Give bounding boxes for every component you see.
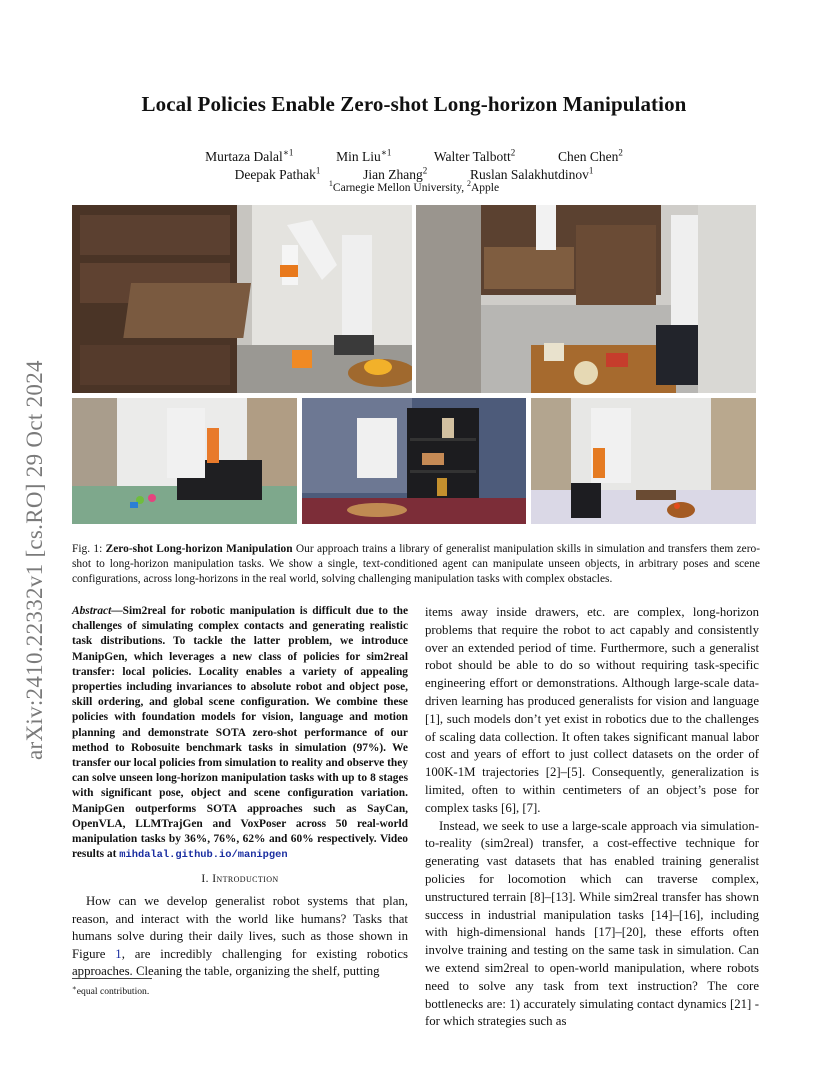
author: Jian Zhang$^2$ <box>363 165 428 182</box>
author: Deepak Pathak$^1$ <box>234 165 321 182</box>
author: Murtaza Dalal$^{∗1}$ <box>205 147 294 164</box>
abstract: Abstract—Sim2real for robotic manipulation is difficult due to the challenges of simulating complex contacts and generating realistic task distributions. To tackle the latter problem, we introduce ManipGen, which leverages a new class of policies for sim2real transfer: local policies. Locality enables a variety of appealing properties including invariances to absolute robot and object pose, skill ordering, and global scene configuration. We combine these policies with foundation models for vision, language and motion planning and demonstrate SOTA zero-shot performance of our method to Robosuite benchmark tasks in simulation (97%). We transfer our local policies from simulation to reality and observe they can solve unseen long-horizon manipulation tasks with up to 8 stages with significant pose, object and scene configuration variation. ManipGen outperforms SOTA approaches such as SayCan, OpenVLA, LLMTrajGen and VoxPoser across 50 real-world manipulation tasks by 36%, 76%, 62% and 60% respectively. Video results at mihdalal.github.io/manipgen <box>72 605 408 862</box>
author: Chen Chen$^2$ <box>557 147 623 164</box>
paper-title: Local Policies Enable Zero-shot Long-horizon Manipulation <box>141 92 687 116</box>
project-link[interactable]: mihdalal.github.io/manipgen <box>119 849 288 862</box>
figure-caption: Fig. 1: Zero-shot Long-horizon Manipulation Our approach trains a library of generalist manipulation skills in simulation and transfers them zero-shot to long-horizon manipulation tasks. We show a single, text-conditioned agent can manipulate unseen objects, in arbitrary poses and scene configurations, across long-horizons in the real world, solving challenging manipulation tasks with complex obstacles. <box>72 543 760 585</box>
figure-photo-table-cloth <box>531 398 756 524</box>
figure-photo-cabinet-robot <box>416 205 756 393</box>
section-heading: I. Introduction <box>201 873 279 885</box>
figure-photo-drawer-robot <box>72 205 412 393</box>
body-paragraph: Instead, we seek to use a large-scale approach via simulation-to-reality (sim2real) transfer, a cost-effective technique for generating vast datasets that has enabled training generalist policies for locomotion which can traverse complex, unstructured terrain [8]–[13]. While sim2real transfer has shown success in industrial manipulation tasks [14]–[16], including with high-dimensional hands [17]–[20], these efforts often involve training and testing on the same task in simulation. Can we extend sim2real to open-world manipulation, where robots need to solve any task from text instruction? The core bottlenecks are: 1) accurately simulating contact dynamics [21] - for which strategies such as <box>425 818 759 1029</box>
author: Walter Talbott$^2$ <box>433 147 516 164</box>
right-column-text <box>425 604 759 1031</box>
author: Min Liu$^{∗1}$ <box>336 147 392 164</box>
figure-photo-table-bin <box>72 398 297 524</box>
author: Ruslan Salakhutdinov$^1$ <box>470 165 594 182</box>
figure-ref-link[interactable]: 1 <box>115 946 122 961</box>
affiliations: $^1$Carnegie Mellon University, $^2$Apple <box>328 179 500 194</box>
footnote: ∗equal contribution. <box>72 984 150 998</box>
arxiv-stamp: arXiv:2410.22332v1 [cs.RO] 29 Oct 2024 <box>22 360 47 760</box>
footnote-rule <box>72 978 152 979</box>
figure-photo-shelf <box>302 398 526 524</box>
intro-paragraph: How can we develop generalist robot systems that plan, reason, and interact with the world like humans? Tasks that humans solve during their daily lives, such as those shown in Figure 1, are incredibly challenging for existing robotics approaches. Cleaning the table, organizing the shelf, putting <box>72 894 408 979</box>
body-paragraph: items away inside drawers, etc. are complex, long-horizon problems that require the robot to act capably and consistently over an extended period of time. Furthermore, such a generalist robot should be able to do so without requiring task-specific engineering effort or demonstrations. Although large-scale data-driven learning has produced generalists for vision and language [1], such models don’t yet exist in robotics due to the challenges of scaling data collection. It often takes significant manual labor cost and years of effort to just collect datasets on the order of 100K-1M trajectories [2]–[5]. Consequently, generalization is limited, often to within centimeters of an object’s pose for complex tasks [6], [7]. <box>425 605 759 815</box>
